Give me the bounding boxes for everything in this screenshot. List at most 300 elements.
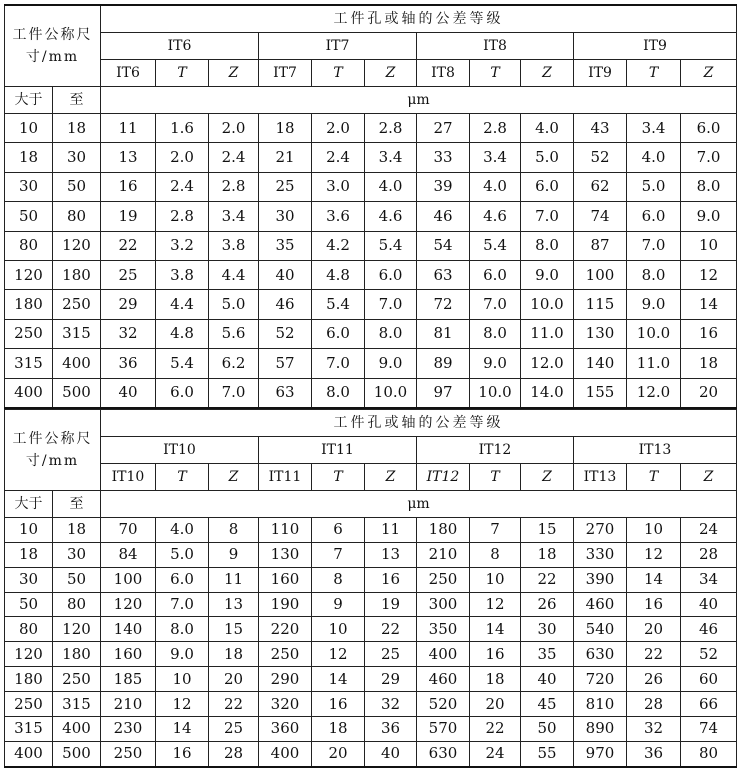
table-cell: 315 xyxy=(53,319,101,348)
table-cell: 400 xyxy=(259,741,312,766)
table-cell: 270 xyxy=(574,517,627,542)
table-cell: 160 xyxy=(259,567,312,592)
tolerance-table-it10-it13 xyxy=(4,409,737,768)
table-cell: 4.4 xyxy=(209,260,259,289)
table-cell: 14 xyxy=(312,667,365,692)
table-cell: 230 xyxy=(101,717,156,742)
table-cell: 40 xyxy=(259,260,312,289)
table-cell: 32 xyxy=(101,319,156,348)
subheader-cell: IT12 xyxy=(417,463,470,490)
table-cell: 18 xyxy=(5,542,53,567)
table-cell: 18 xyxy=(470,667,521,692)
unit-row xyxy=(5,87,737,114)
table-cell: 2.8 xyxy=(470,114,521,143)
table-cell: 540 xyxy=(574,617,627,642)
table-cell: 120 xyxy=(5,642,53,667)
table-cell: 18 xyxy=(53,114,101,143)
table-cell: 18 xyxy=(259,114,312,143)
table-cell: 720 xyxy=(574,667,627,692)
table-cell: 30 xyxy=(259,202,312,231)
table-cell: 54 xyxy=(417,231,470,260)
subheader-cell: Z xyxy=(365,60,417,87)
table-cell: 89 xyxy=(417,349,470,378)
table-cell: 250 xyxy=(53,667,101,692)
table-cell: 2.8 xyxy=(156,202,209,231)
table-cell: 890 xyxy=(574,717,627,742)
table-cell: 30 xyxy=(5,172,53,201)
table-cell: 5.4 xyxy=(156,349,209,378)
table-cell: 180 xyxy=(417,517,470,542)
grade-header: IT11 xyxy=(259,436,417,463)
grade-header: IT7 xyxy=(259,33,417,60)
table-cell: 16 xyxy=(312,692,365,717)
subheader-cell: T xyxy=(156,60,209,87)
subheader-cell: Z xyxy=(681,60,737,87)
table-cell: 500 xyxy=(53,378,101,408)
table-cell: 16 xyxy=(681,319,737,348)
table-cell: 3.2 xyxy=(156,231,209,260)
table-cell: 6.0 xyxy=(156,567,209,592)
table-cell: 36 xyxy=(627,741,681,766)
table-cell: 250 xyxy=(53,290,101,319)
from-header: 大于 xyxy=(5,490,53,517)
table-row xyxy=(5,260,737,289)
table-cell: 11 xyxy=(365,517,417,542)
subheader-cell: Z xyxy=(209,463,259,490)
table-cell: 3.6 xyxy=(312,202,365,231)
table-cell: 22 xyxy=(521,567,574,592)
table-cell: 28 xyxy=(681,542,737,567)
table-cell: 4.4 xyxy=(156,290,209,319)
table-cell: 400 xyxy=(53,349,101,378)
table-cell: 8.0 xyxy=(365,319,417,348)
table-cell: 57 xyxy=(259,349,312,378)
table-cell: 3.8 xyxy=(156,260,209,289)
table-cell: 400 xyxy=(53,717,101,742)
table-title: 工件孔或轴的公差等级 xyxy=(101,5,737,33)
table-cell: 12 xyxy=(627,542,681,567)
grade-header: IT10 xyxy=(101,436,259,463)
table-cell: 24 xyxy=(470,741,521,766)
table-cell: 12.0 xyxy=(521,349,574,378)
to-header: 至 xyxy=(53,87,101,114)
table-cell: 320 xyxy=(259,692,312,717)
table-cell: 9.0 xyxy=(521,260,574,289)
table-cell: 9.0 xyxy=(470,349,521,378)
table-cell: 6.0 xyxy=(470,260,521,289)
subheader-cell: T xyxy=(627,463,681,490)
title-row xyxy=(5,5,737,33)
table-cell: 12.0 xyxy=(627,378,681,408)
table-cell: 20 xyxy=(209,667,259,692)
table-cell: 390 xyxy=(574,567,627,592)
table-cell: 2.4 xyxy=(209,143,259,172)
table-cell: 460 xyxy=(417,667,470,692)
table-cell: 40 xyxy=(101,378,156,408)
table-cell: 9 xyxy=(312,592,365,617)
table-cell: 7.0 xyxy=(681,143,737,172)
table-cell: 74 xyxy=(574,202,627,231)
table-cell: 11 xyxy=(209,567,259,592)
table-cell: 25 xyxy=(101,260,156,289)
table-cell: 22 xyxy=(365,617,417,642)
tolerance-tables xyxy=(4,4,736,768)
table-cell: 26 xyxy=(627,667,681,692)
table-cell: 110 xyxy=(259,517,312,542)
subheader-cell: IT11 xyxy=(259,463,312,490)
table-cell: 52 xyxy=(574,143,627,172)
table-cell: 30 xyxy=(521,617,574,642)
table-cell: 115 xyxy=(574,290,627,319)
table-cell: 11.0 xyxy=(627,349,681,378)
table-cell: 210 xyxy=(417,542,470,567)
table-cell: 3.4 xyxy=(470,143,521,172)
table-cell: 24 xyxy=(681,517,737,542)
unit-label: μm xyxy=(101,490,737,517)
table-cell: 22 xyxy=(209,692,259,717)
table-cell: 120 xyxy=(53,231,101,260)
table-cell: 220 xyxy=(259,617,312,642)
subheader-cell: T xyxy=(470,463,521,490)
table-cell: 4.2 xyxy=(312,231,365,260)
table-cell: 72 xyxy=(417,290,470,319)
table-cell: 40 xyxy=(521,667,574,692)
table-cell: 400 xyxy=(417,642,470,667)
table-cell: 50 xyxy=(53,567,101,592)
table-cell: 5.4 xyxy=(312,290,365,319)
table-cell: 46 xyxy=(417,202,470,231)
table-cell: 27 xyxy=(417,114,470,143)
table-cell: 60 xyxy=(681,667,737,692)
table-cell: 7 xyxy=(470,517,521,542)
table-cell: 10 xyxy=(5,114,53,143)
subheader-cell: Z xyxy=(209,60,259,87)
table-cell: 3.8 xyxy=(209,231,259,260)
table-cell: 130 xyxy=(259,542,312,567)
table-cell: 3.4 xyxy=(365,143,417,172)
table-cell: 74 xyxy=(681,717,737,742)
table-cell: 5.0 xyxy=(209,290,259,319)
table-cell: 66 xyxy=(681,692,737,717)
table-row xyxy=(5,114,737,143)
subheader-cell: Z xyxy=(365,463,417,490)
table-cell: 12 xyxy=(681,260,737,289)
table-cell: 120 xyxy=(5,260,53,289)
grade-row xyxy=(5,436,737,463)
grade-header: IT8 xyxy=(417,33,574,60)
table-cell: 6.0 xyxy=(156,378,209,408)
table-row xyxy=(5,617,737,642)
table-cell: 80 xyxy=(5,617,53,642)
grade-header: IT9 xyxy=(574,33,737,60)
table-cell: 210 xyxy=(101,692,156,717)
size-header: 工件公称尺寸/mm xyxy=(5,5,101,87)
table-cell: 50 xyxy=(5,592,53,617)
table-cell: 35 xyxy=(259,231,312,260)
table-cell: 12 xyxy=(312,642,365,667)
table-cell: 140 xyxy=(101,617,156,642)
table-row xyxy=(5,542,737,567)
subheader-cell: IT7 xyxy=(259,60,312,87)
table-cell: 360 xyxy=(259,717,312,742)
grade-row xyxy=(5,33,737,60)
table-cell: 81 xyxy=(417,319,470,348)
table-cell: 4.0 xyxy=(470,172,521,201)
table-cell: 18 xyxy=(53,517,101,542)
table-cell: 25 xyxy=(209,717,259,742)
table-cell: 84 xyxy=(101,542,156,567)
table-cell: 16 xyxy=(470,642,521,667)
table-cell: 140 xyxy=(574,349,627,378)
grade-header: IT6 xyxy=(101,33,259,60)
table-cell: 500 xyxy=(53,741,101,766)
table-cell: 70 xyxy=(101,517,156,542)
table-cell: 8 xyxy=(209,517,259,542)
subheader-cell: T xyxy=(312,60,365,87)
table-cell: 7.0 xyxy=(156,592,209,617)
table-cell: 180 xyxy=(5,667,53,692)
table-cell: 4.0 xyxy=(521,114,574,143)
table-cell: 22 xyxy=(627,642,681,667)
subheader-cell: IT9 xyxy=(574,60,627,87)
table-cell: 970 xyxy=(574,741,627,766)
table-cell: 28 xyxy=(209,741,259,766)
to-header: 至 xyxy=(53,490,101,517)
table-cell: 13 xyxy=(101,143,156,172)
table-cell: 80 xyxy=(53,202,101,231)
table-cell: 18 xyxy=(5,143,53,172)
subheader-cell: T xyxy=(156,463,209,490)
table-cell: 400 xyxy=(5,378,53,408)
table-cell: 55 xyxy=(521,741,574,766)
table-cell: 100 xyxy=(101,567,156,592)
table-cell: 5.0 xyxy=(521,143,574,172)
grade-header: IT12 xyxy=(417,436,574,463)
table-cell: 18 xyxy=(681,349,737,378)
table-row xyxy=(5,202,737,231)
table-cell: 30 xyxy=(53,143,101,172)
table-cell: 185 xyxy=(101,667,156,692)
table-cell: 180 xyxy=(53,260,101,289)
table-cell: 7.0 xyxy=(365,290,417,319)
table-cell: 14 xyxy=(156,717,209,742)
table-cell: 3.0 xyxy=(312,172,365,201)
table-cell: 7.0 xyxy=(521,202,574,231)
subheader-row xyxy=(5,463,737,490)
table-cell: 50 xyxy=(5,202,53,231)
table-cell: 4.8 xyxy=(312,260,365,289)
table-cell: 10 xyxy=(681,231,737,260)
table-cell: 46 xyxy=(681,617,737,642)
table-cell: 250 xyxy=(5,319,53,348)
table-cell: 9.0 xyxy=(681,202,737,231)
table-cell: 20 xyxy=(470,692,521,717)
table-row xyxy=(5,517,737,542)
table-cell: 7 xyxy=(312,542,365,567)
table-cell: 4.0 xyxy=(156,517,209,542)
table-cell: 43 xyxy=(574,114,627,143)
table-cell: 29 xyxy=(101,290,156,319)
table-cell: 8.0 xyxy=(470,319,521,348)
table-cell: 2.0 xyxy=(209,114,259,143)
subheader-cell: T xyxy=(627,60,681,87)
tolerance-table-it6-it9 xyxy=(4,4,737,409)
table-cell: 10.0 xyxy=(470,378,521,408)
table-cell: 10.0 xyxy=(521,290,574,319)
table-cell: 8 xyxy=(312,567,365,592)
table-cell: 5.4 xyxy=(470,231,521,260)
table-cell: 6.0 xyxy=(312,319,365,348)
table-cell: 6.0 xyxy=(365,260,417,289)
table-cell: 22 xyxy=(101,231,156,260)
table-cell: 4.6 xyxy=(365,202,417,231)
table-cell: 4.0 xyxy=(365,172,417,201)
unit-label: μm xyxy=(101,87,737,114)
table-row xyxy=(5,172,737,201)
table-cell: 33 xyxy=(417,143,470,172)
table-cell: 6.0 xyxy=(627,202,681,231)
table-cell: 130 xyxy=(574,319,627,348)
table-title: 工件孔或轴的公差等级 xyxy=(101,409,737,436)
table-cell: 5.4 xyxy=(365,231,417,260)
table-cell: 14 xyxy=(627,567,681,592)
subheader-cell: IT6 xyxy=(101,60,156,87)
table-cell: 6.0 xyxy=(681,114,737,143)
table-cell: 810 xyxy=(574,692,627,717)
table-row xyxy=(5,642,737,667)
table-cell: 250 xyxy=(5,692,53,717)
table-cell: 10 xyxy=(470,567,521,592)
table-cell: 19 xyxy=(101,202,156,231)
table-cell: 62 xyxy=(574,172,627,201)
table-cell: 570 xyxy=(417,717,470,742)
table-cell: 9 xyxy=(209,542,259,567)
table-cell: 15 xyxy=(521,517,574,542)
table-cell: 18 xyxy=(312,717,365,742)
table-cell: 2.8 xyxy=(365,114,417,143)
table-cell: 29 xyxy=(365,667,417,692)
table-cell: 11.0 xyxy=(521,319,574,348)
table-cell: 12 xyxy=(156,692,209,717)
table-cell: 5.6 xyxy=(209,319,259,348)
table-cell: 350 xyxy=(417,617,470,642)
table-cell: 250 xyxy=(259,642,312,667)
table-cell: 80 xyxy=(681,741,737,766)
table-row xyxy=(5,692,737,717)
table-cell: 14.0 xyxy=(521,378,574,408)
table-cell: 46 xyxy=(259,290,312,319)
table-cell: 315 xyxy=(53,692,101,717)
table-cell: 5.0 xyxy=(627,172,681,201)
table-cell: 16 xyxy=(365,567,417,592)
table-cell: 19 xyxy=(365,592,417,617)
size-header: 工件公称尺寸/mm xyxy=(5,409,101,490)
table-cell: 18 xyxy=(209,642,259,667)
table-cell: 8.0 xyxy=(312,378,365,408)
table-cell: 50 xyxy=(521,717,574,742)
table-cell: 2.8 xyxy=(209,172,259,201)
table-cell: 4.6 xyxy=(470,202,521,231)
table-cell: 7.0 xyxy=(627,231,681,260)
table-cell: 2.4 xyxy=(312,143,365,172)
table-cell: 87 xyxy=(574,231,627,260)
unit-row xyxy=(5,490,737,517)
table-cell: 40 xyxy=(365,741,417,766)
table-cell: 180 xyxy=(53,642,101,667)
table-cell: 28 xyxy=(627,692,681,717)
table-row xyxy=(5,290,737,319)
table-cell: 10.0 xyxy=(627,319,681,348)
table-cell: 9.0 xyxy=(365,349,417,378)
table-cell: 155 xyxy=(574,378,627,408)
table-cell: 300 xyxy=(417,592,470,617)
table-cell: 36 xyxy=(101,349,156,378)
table-row xyxy=(5,231,737,260)
table-cell: 9.0 xyxy=(156,642,209,667)
table-cell: 20 xyxy=(627,617,681,642)
table-cell: 12 xyxy=(470,592,521,617)
grade-header: IT13 xyxy=(574,436,737,463)
table-cell: 400 xyxy=(5,741,53,766)
table-row xyxy=(5,717,737,742)
table-cell: 315 xyxy=(5,717,53,742)
table-cell: 5.0 xyxy=(156,542,209,567)
table-cell: 100 xyxy=(574,260,627,289)
table-cell: 45 xyxy=(521,692,574,717)
table-cell: 18 xyxy=(521,542,574,567)
table-cell: 520 xyxy=(417,692,470,717)
table-cell: 10.0 xyxy=(365,378,417,408)
table-cell: 120 xyxy=(101,592,156,617)
table-cell: 250 xyxy=(417,567,470,592)
table-row xyxy=(5,592,737,617)
table-cell: 330 xyxy=(574,542,627,567)
table-cell: 160 xyxy=(101,642,156,667)
table-cell: 16 xyxy=(627,592,681,617)
table-cell: 11 xyxy=(101,114,156,143)
subheader-cell: IT8 xyxy=(417,60,470,87)
table-cell: 20 xyxy=(681,378,737,408)
table-cell: 190 xyxy=(259,592,312,617)
table-cell: 6.0 xyxy=(521,172,574,201)
table-cell: 25 xyxy=(259,172,312,201)
table-row xyxy=(5,567,737,592)
subheader-cell: IT10 xyxy=(101,463,156,490)
table-cell: 25 xyxy=(365,642,417,667)
table-cell: 290 xyxy=(259,667,312,692)
table-cell: 22 xyxy=(470,717,521,742)
table-cell: 4.0 xyxy=(627,143,681,172)
table-cell: 7.0 xyxy=(209,378,259,408)
subheader-cell: T xyxy=(312,463,365,490)
table-cell: 7.0 xyxy=(312,349,365,378)
table-cell: 10 xyxy=(156,667,209,692)
table-cell: 80 xyxy=(5,231,53,260)
table-cell: 3.4 xyxy=(209,202,259,231)
table-cell: 32 xyxy=(365,692,417,717)
table-cell: 1.6 xyxy=(156,114,209,143)
table-cell: 9.0 xyxy=(627,290,681,319)
table-cell: 32 xyxy=(627,717,681,742)
table-cell: 180 xyxy=(5,290,53,319)
table-row xyxy=(5,143,737,172)
table-cell: 8.0 xyxy=(156,617,209,642)
table-cell: 315 xyxy=(5,349,53,378)
table-row xyxy=(5,741,737,766)
table-cell: 63 xyxy=(417,260,470,289)
table-cell: 6.2 xyxy=(209,349,259,378)
table-cell: 10 xyxy=(627,517,681,542)
